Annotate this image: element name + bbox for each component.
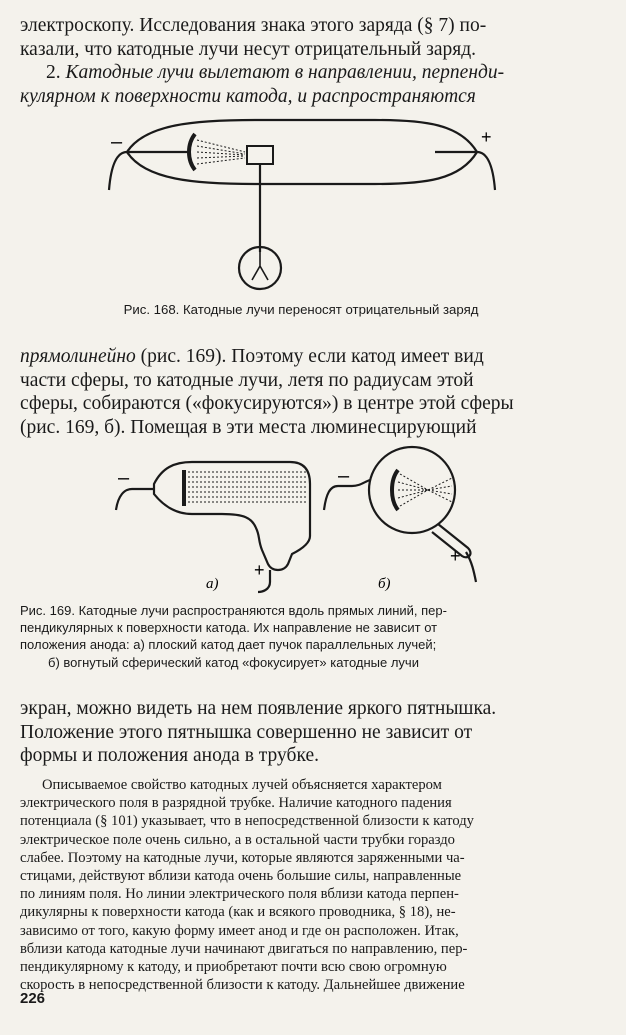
italic-line-1: Катодные лучи вылетают в направлении, перпенди- — [65, 62, 505, 83]
small-print-paragraph — [20, 776, 582, 994]
small-line: зависимо от того, какую форму имеет анод и где он расположен. Итак, — [20, 922, 459, 939]
small-line: скорость в непосредственной близости к катоду. Дальнейшее движение — [20, 977, 465, 994]
small-line: электрическое поле очень сильно, а в остальной части трубки гораздо — [20, 831, 455, 848]
after-paragraph — [20, 697, 582, 768]
figure-168-tube — [105, 110, 505, 300]
small-line: Описываемое свойство катодных лучей объясняется характером — [42, 777, 442, 793]
figure-169-caption — [20, 602, 582, 671]
minus-sign: – — [111, 131, 123, 153]
parallel-rays — [188, 472, 306, 502]
plus-sign-b: + — [450, 546, 461, 566]
small-line: слабее. Поэтому на катодные лучи, которые являются заряженными ча- — [20, 849, 465, 866]
label-b: б) — [378, 576, 391, 592]
middle-line-3: сферы, собираются («фокусируются») в центре этой сферы — [20, 393, 514, 414]
italic-line-2: кулярном к поверхности катода, и распространяются — [20, 85, 476, 107]
after-line-2: Положение этого пятнышка совершенно не зависит от — [20, 721, 473, 743]
item-number: 2. — [46, 62, 61, 83]
minus-sign-a: – — [118, 467, 130, 489]
figure-168-caption: Рис. 168. Катодные лучи переносят отрицательный заряд — [123, 302, 479, 317]
minus-sign-b: – — [338, 465, 350, 487]
label-a: а) — [206, 576, 219, 592]
small-line: дикулярны к поверхности катода (как и всякого проводника, § 18), не- — [20, 904, 456, 921]
focusing-rays — [398, 474, 452, 506]
caption-169-line-4: б) вогнутый сферический катод «фокусирует» катодные лучи — [48, 654, 419, 670]
small-line: электрического поля в разрядной трубке. Наличие катодного падения — [20, 795, 452, 812]
middle-line-1-rest: (рис. 169). Поэтому если катод имеет вид — [135, 346, 484, 367]
tube-a-outline — [154, 462, 310, 570]
figure-169-tubes — [112, 440, 512, 600]
cathode-rays — [197, 140, 245, 164]
concave-cathode — [392, 470, 398, 510]
plus-sign: + — [481, 127, 492, 147]
caption-169-line-1: Рис. 169. Катодные лучи распространяются вдоль прямых линий, пер- — [20, 603, 447, 618]
small-line: стицами, действуют вблизи катода очень большие силы, направленные — [20, 868, 462, 885]
after-line-3: формы и положения анода в трубке. — [20, 745, 319, 766]
plus-sign-a: + — [254, 560, 265, 580]
small-line: пендикулярному к катоду, и приобретают почти всю свою огромную — [20, 959, 447, 976]
italic-word: прямолинейно — [20, 346, 136, 367]
small-line: потенциала (§ 101) указывает, что в непосредственной близости к катоду — [20, 813, 474, 830]
cathode-plate — [189, 134, 195, 170]
collector-box — [247, 146, 273, 164]
page-number: 226 — [20, 990, 46, 1007]
middle-line-2: части сферы, то катодные лучи, летя по радиусам этой — [20, 369, 474, 391]
top-line-1: электроскопу. Исследования знака этого заряда (§ 7) по- — [20, 15, 487, 36]
caption-169-line-2: пендикулярных к поверхности катода. Их направление не зависит от — [20, 620, 438, 636]
top-paragraph — [20, 14, 582, 108]
middle-paragraph — [20, 345, 582, 439]
small-line: вблизи катода катодные лучи начинают двигаться по направлению, пер- — [20, 940, 468, 957]
caption-169-line-3: положения анода: а) плоский катод дает пучок параллельных лучей; — [20, 637, 437, 653]
small-line: по линиям поля. Но линии электрического поля вблизи катода перпен- — [20, 886, 459, 903]
top-line-2: казали, что катодные лучи несут отрицательный заряд. — [20, 38, 477, 60]
middle-line-4: (рис. 169, б). Помещая в эти места люминесцирующий — [20, 416, 477, 438]
after-line-1: экран, можно видеть на нем появление яркого пятнышка. — [20, 698, 497, 719]
